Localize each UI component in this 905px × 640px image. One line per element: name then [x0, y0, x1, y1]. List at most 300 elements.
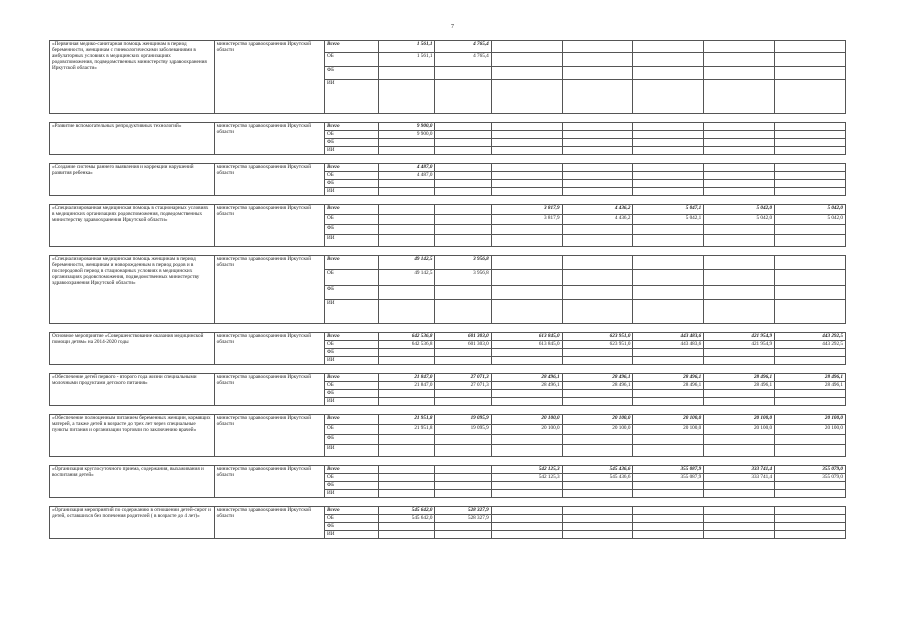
row-label-total: Всего	[325, 205, 379, 215]
row-label-ii: ИИ	[325, 357, 379, 365]
amount-cell: 613 845,0	[491, 333, 562, 341]
amount-cell	[562, 53, 633, 67]
program-gap	[50, 114, 846, 123]
program-description: «Обеспечение детей первого - второго года жизни специальными молочными продуктами детского питания»	[50, 374, 215, 406]
amount-cell	[435, 349, 491, 357]
amount-cell	[435, 225, 491, 235]
amount-cell	[775, 482, 846, 490]
amount-cell: 27 071,3	[435, 382, 491, 390]
program-row-total	[50, 205, 846, 215]
amount-cell	[435, 390, 491, 398]
amount-cell	[379, 482, 435, 490]
row-label-fb: ФБ	[325, 390, 379, 398]
amount-cell	[435, 215, 491, 225]
amount-cell	[491, 80, 562, 114]
program-row-total	[50, 374, 846, 382]
amount-cell: 5 042,0	[775, 205, 846, 215]
amount-cell	[775, 515, 846, 523]
amount-cell: 28 496,1	[491, 374, 562, 382]
amount-cell	[562, 147, 633, 155]
amount-cell	[379, 215, 435, 225]
row-label-total: Всего	[325, 256, 379, 270]
amount-cell	[633, 357, 704, 365]
amount-cell	[633, 180, 704, 188]
row-label-ii: ИИ	[325, 490, 379, 498]
amount-cell	[775, 41, 846, 53]
program-description: «Первичная медико-санитарная помощь женщинам в период беременности, женщинам с гинекологическими заболеваниями в амбулаторных условиях в медицинских организациях родовспоможения, подведомственных министерству здравоохранения Иркутской области»	[50, 41, 215, 114]
amount-cell: 21 847,0	[379, 382, 435, 390]
amount-cell	[435, 474, 491, 482]
amount-cell	[562, 225, 633, 235]
amount-cell: 21 847,0	[379, 374, 435, 382]
amount-cell	[775, 300, 846, 324]
row-label-fb: ФБ	[325, 225, 379, 235]
amount-cell: 4 436,2	[562, 205, 633, 215]
amount-cell	[379, 490, 435, 498]
row-label-total: Всего	[325, 466, 379, 474]
amount-cell	[704, 123, 775, 131]
amount-cell	[491, 53, 562, 67]
amount-cell	[704, 180, 775, 188]
amount-cell	[704, 131, 775, 139]
amount-cell	[633, 256, 704, 270]
amount-cell: 21 951,8	[379, 425, 435, 435]
program-gap	[50, 498, 846, 507]
amount-cell: 20 100,0	[775, 425, 846, 435]
amount-cell: 623 951,0	[562, 341, 633, 349]
amount-cell	[775, 390, 846, 398]
amount-cell	[491, 123, 562, 131]
amount-cell	[491, 515, 562, 523]
row-label-ii: ИИ	[325, 235, 379, 247]
amount-cell: 28 496,1	[775, 374, 846, 382]
amount-cell: 545 436,6	[562, 466, 633, 474]
row-label-total: Всего	[325, 333, 379, 341]
amount-cell: 623 951,0	[562, 333, 633, 341]
amount-cell	[775, 270, 846, 286]
amount-cell	[633, 131, 704, 139]
amount-cell	[704, 349, 775, 357]
amount-cell	[562, 123, 633, 131]
amount-cell	[435, 523, 491, 531]
program-description: «Развитие вспомогательных репродуктивных технологий»	[50, 123, 215, 155]
amount-cell: 3 956,8	[435, 256, 491, 270]
amount-cell	[562, 80, 633, 114]
program-row-total	[50, 41, 846, 53]
amount-cell	[562, 445, 633, 457]
amount-cell	[435, 180, 491, 188]
row-label-ob: ОБ	[325, 53, 379, 67]
amount-cell	[633, 225, 704, 235]
amount-cell: 28 496,1	[562, 382, 633, 390]
amount-cell	[775, 225, 846, 235]
amount-cell	[435, 67, 491, 80]
row-label-ii: ИИ	[325, 445, 379, 457]
amount-cell	[775, 80, 846, 114]
row-label-fb: ФБ	[325, 286, 379, 300]
program-description: «Обеспечение полноценным питанием беременных женщин, кормящих матерей, а также детей в возрасте до трех лет через специальные пункты питания и организации торговли по заключению врачей»	[50, 415, 215, 457]
amount-cell	[491, 188, 562, 196]
amount-cell	[633, 435, 704, 445]
amount-cell	[379, 147, 435, 155]
amount-cell	[435, 482, 491, 490]
amount-cell	[562, 482, 633, 490]
amount-cell: 642 536,8	[379, 333, 435, 341]
amount-cell	[775, 398, 846, 406]
program-description: «Организация мероприятий по содержанию в отношении детей-сирот и детей, оставшихся без попечения родителей ( в возрасте до 4 лет)»	[50, 507, 215, 539]
amount-cell	[562, 357, 633, 365]
amount-cell: 443 292,5	[775, 333, 846, 341]
amount-cell	[633, 349, 704, 357]
amount-cell	[435, 80, 491, 114]
amount-cell	[491, 349, 562, 357]
amount-cell	[562, 286, 633, 300]
row-label-ob: ОБ	[325, 515, 379, 523]
amount-cell	[491, 523, 562, 531]
amount-cell	[562, 507, 633, 515]
amount-cell	[633, 507, 704, 515]
amount-cell	[491, 482, 562, 490]
amount-cell	[562, 349, 633, 357]
amount-cell	[491, 270, 562, 286]
row-label-ii: ИИ	[325, 188, 379, 196]
amount-cell	[633, 482, 704, 490]
program-responsible: министерство здравоохранения Иркутской области	[214, 256, 324, 324]
amount-cell: 21 951,8	[379, 415, 435, 425]
program-gap	[50, 365, 846, 374]
amount-cell: 355 087,9	[633, 466, 704, 474]
program-responsible: министерство здравоохранения Иркутской области	[214, 374, 324, 406]
amount-cell	[435, 398, 491, 406]
amount-cell	[491, 256, 562, 270]
row-label-total: Всего	[325, 374, 379, 382]
amount-cell: 613 845,0	[491, 341, 562, 349]
program-responsible: министерство здравоохранения Иркутской области	[214, 205, 324, 247]
amount-cell: 5 042,0	[775, 215, 846, 225]
program-gap	[50, 324, 846, 333]
amount-cell	[704, 235, 775, 247]
amount-cell	[435, 147, 491, 155]
amount-cell: 4 436,2	[562, 215, 633, 225]
amount-cell: 642 536,8	[379, 341, 435, 349]
amount-cell: 5 042,1	[633, 215, 704, 225]
amount-cell	[633, 515, 704, 523]
amount-cell	[562, 172, 633, 180]
amount-cell: 601 303,0	[435, 341, 491, 349]
row-label-fb: ФБ	[325, 67, 379, 80]
amount-cell	[379, 435, 435, 445]
amount-cell	[435, 188, 491, 196]
amount-cell	[491, 131, 562, 139]
row-label-ob: ОБ	[325, 341, 379, 349]
amount-cell	[633, 147, 704, 155]
amount-cell	[775, 188, 846, 196]
amount-cell	[633, 398, 704, 406]
amount-cell: 601 303,0	[435, 333, 491, 341]
amount-cell: 9 900,0	[379, 131, 435, 139]
program-description: «Создание системы раннего выявления и коррекции нарушений развития ребенка»	[50, 164, 215, 196]
amount-cell: 4 487,0	[379, 164, 435, 172]
amount-cell: 20 100,0	[633, 415, 704, 425]
program-responsible: министерство здравоохранения Иркутской области	[214, 41, 324, 114]
amount-cell	[704, 41, 775, 53]
amount-cell	[379, 474, 435, 482]
amount-cell	[633, 523, 704, 531]
amount-cell: 20 100,0	[562, 415, 633, 425]
amount-cell	[704, 139, 775, 147]
amount-cell	[562, 300, 633, 324]
amount-cell	[379, 398, 435, 406]
amount-cell: 49 142,5	[379, 256, 435, 270]
amount-cell	[775, 139, 846, 147]
amount-cell	[491, 398, 562, 406]
amount-cell	[775, 235, 846, 247]
amount-cell	[775, 256, 846, 270]
amount-cell	[633, 390, 704, 398]
amount-cell	[704, 270, 775, 286]
amount-cell	[435, 235, 491, 247]
row-label-ob: ОБ	[325, 270, 379, 286]
amount-cell	[775, 180, 846, 188]
amount-cell	[562, 164, 633, 172]
amount-cell	[435, 164, 491, 172]
amount-cell	[704, 188, 775, 196]
amount-cell: 443 292,5	[775, 341, 846, 349]
amount-cell	[491, 435, 562, 445]
amount-cell	[775, 523, 846, 531]
amount-cell	[491, 286, 562, 300]
row-label-total: Всего	[325, 415, 379, 425]
amount-cell	[775, 349, 846, 357]
amount-cell	[704, 80, 775, 114]
amount-cell	[491, 139, 562, 147]
amount-cell	[562, 188, 633, 196]
program-description: «Специализированная медицинская помощь в стационарных условиях в медицинских организациях родовспоможения, подведомственных министерству здравоохранения Иркутской области»	[50, 205, 215, 247]
amount-cell	[633, 188, 704, 196]
amount-cell: 5 042,0	[704, 205, 775, 215]
amount-cell	[704, 67, 775, 80]
amount-cell	[633, 41, 704, 53]
amount-cell	[562, 523, 633, 531]
amount-cell: 443 483,6	[633, 333, 704, 341]
row-label-ob: ОБ	[325, 474, 379, 482]
amount-cell	[491, 445, 562, 457]
amount-cell	[633, 445, 704, 457]
amount-cell: 1 561,1	[379, 41, 435, 53]
amount-cell	[704, 482, 775, 490]
amount-cell	[704, 435, 775, 445]
amount-cell	[633, 531, 704, 539]
amount-cell	[775, 445, 846, 457]
program-row-total	[50, 164, 846, 172]
amount-cell	[379, 466, 435, 474]
amount-cell	[435, 286, 491, 300]
amount-cell	[633, 139, 704, 147]
amount-cell: 545 436,6	[562, 474, 633, 482]
amount-cell	[704, 147, 775, 155]
program-responsible: министерство здравоохранения Иркутской области	[214, 507, 324, 539]
amount-cell	[562, 390, 633, 398]
amount-cell	[704, 398, 775, 406]
amount-cell	[379, 349, 435, 357]
amount-cell	[379, 235, 435, 247]
amount-cell	[379, 445, 435, 457]
amount-cell	[491, 490, 562, 498]
program-gap	[50, 457, 846, 466]
amount-cell	[562, 398, 633, 406]
row-label-ii: ИИ	[325, 300, 379, 324]
amount-cell	[704, 531, 775, 539]
row-label-ob: ОБ	[325, 215, 379, 225]
amount-cell	[379, 300, 435, 324]
amount-cell	[491, 225, 562, 235]
row-label-fb: ФБ	[325, 435, 379, 445]
amount-cell: 355 079,0	[775, 466, 846, 474]
amount-cell: 20 100,0	[491, 425, 562, 435]
amount-cell	[435, 131, 491, 139]
amount-cell	[775, 131, 846, 139]
amount-cell	[704, 390, 775, 398]
amount-cell	[435, 490, 491, 498]
amount-cell	[775, 286, 846, 300]
amount-cell	[775, 67, 846, 80]
amount-cell	[562, 531, 633, 539]
amount-cell	[379, 523, 435, 531]
page-number: 7	[451, 24, 454, 30]
amount-cell	[491, 147, 562, 155]
amount-cell	[562, 235, 633, 247]
amount-cell	[379, 139, 435, 147]
amount-cell: 9 900,0	[379, 123, 435, 131]
amount-cell	[633, 80, 704, 114]
amount-cell	[491, 390, 562, 398]
amount-cell	[775, 490, 846, 498]
row-label-ob: ОБ	[325, 382, 379, 390]
amount-cell: 20 100,0	[491, 415, 562, 425]
amount-cell	[633, 286, 704, 300]
amount-cell	[704, 490, 775, 498]
amount-cell: 20 100,0	[704, 425, 775, 435]
amount-cell	[775, 435, 846, 445]
program-description: «Специализированная медицинская помощь женщинам в период беременности, женщинам и новорожденным в период родов и в послеродовой период в стационарных условиях в медицинских организациях родовспоможения, подведомственных министерству здравоохранения Иркутской области»	[50, 256, 215, 324]
amount-cell: 3 817,9	[491, 215, 562, 225]
amount-cell	[379, 357, 435, 365]
amount-cell	[704, 164, 775, 172]
amount-cell	[379, 531, 435, 539]
amount-cell: 20 100,0	[704, 415, 775, 425]
amount-cell	[562, 435, 633, 445]
amount-cell	[491, 164, 562, 172]
amount-cell	[775, 123, 846, 131]
amount-cell: 528 327,9	[435, 515, 491, 523]
amount-cell	[379, 205, 435, 215]
amount-cell	[435, 139, 491, 147]
row-label-ob: ОБ	[325, 172, 379, 180]
amount-cell	[775, 531, 846, 539]
amount-cell: 28 496,1	[491, 382, 562, 390]
amount-cell	[562, 490, 633, 498]
row-label-fb: ФБ	[325, 482, 379, 490]
amount-cell	[704, 172, 775, 180]
program-description: «Организация круглосуточного приема, содержания, выхаживания и воспитания детей»	[50, 466, 215, 498]
amount-cell	[435, 300, 491, 324]
amount-cell: 333 741,4	[704, 466, 775, 474]
row-label-ii: ИИ	[325, 147, 379, 155]
row-label-fb: ФБ	[325, 180, 379, 188]
row-label-ob: ОБ	[325, 131, 379, 139]
amount-cell	[704, 256, 775, 270]
amount-cell	[633, 164, 704, 172]
amount-cell: 20 100,0	[775, 415, 846, 425]
row-label-ii: ИИ	[325, 531, 379, 539]
program-row-total	[50, 415, 846, 425]
amount-cell	[633, 67, 704, 80]
row-label-ii: ИИ	[325, 398, 379, 406]
amount-cell: 355 087,9	[633, 474, 704, 482]
amount-cell	[379, 180, 435, 188]
amount-cell	[562, 256, 633, 270]
row-label-total: Всего	[325, 123, 379, 131]
amount-cell	[379, 286, 435, 300]
amount-cell	[562, 41, 633, 53]
amount-cell	[704, 300, 775, 324]
row-label-fb: ФБ	[325, 349, 379, 357]
program-responsible: министерство здравоохранения Иркутской области	[214, 123, 324, 155]
program-responsible: министерство здравоохранения Иркутской области	[214, 164, 324, 196]
amount-cell: 20 100,0	[562, 425, 633, 435]
amount-cell: 421 954,9	[704, 333, 775, 341]
row-label-ob: ОБ	[325, 425, 379, 435]
program-row-total	[50, 466, 846, 474]
amount-cell: 27 071,3	[435, 374, 491, 382]
amount-cell	[435, 531, 491, 539]
amount-cell: 4 487,0	[379, 172, 435, 180]
amount-cell	[379, 80, 435, 114]
amount-cell	[562, 131, 633, 139]
amount-cell: 545 642,0	[379, 515, 435, 523]
amount-cell: 5 047,1	[633, 205, 704, 215]
program-gap	[50, 247, 846, 256]
amount-cell	[633, 123, 704, 131]
amount-cell: 4 765,4	[435, 53, 491, 67]
amount-cell	[775, 357, 846, 365]
program-responsible: министерство здравоохранения Иркутской области	[214, 333, 324, 365]
amount-cell	[704, 523, 775, 531]
program-gap	[50, 196, 846, 205]
amount-cell: 545 642,0	[379, 507, 435, 515]
amount-cell: 542 125,3	[491, 474, 562, 482]
amount-cell: 3 956,8	[435, 270, 491, 286]
amount-cell	[704, 357, 775, 365]
amount-cell	[435, 357, 491, 365]
amount-cell: 28 496,1	[704, 382, 775, 390]
amount-cell: 443 483,6	[633, 341, 704, 349]
amount-cell	[704, 286, 775, 300]
amount-cell: 5 042,0	[704, 215, 775, 225]
amount-cell	[633, 270, 704, 286]
amount-cell	[704, 515, 775, 523]
amount-cell: 28 496,1	[704, 374, 775, 382]
amount-cell: 3 817,9	[491, 205, 562, 215]
amount-cell: 28 496,1	[562, 374, 633, 382]
amount-cell: 4 765,4	[435, 41, 491, 53]
program-gap	[50, 406, 846, 415]
amount-cell: 528 327,9	[435, 507, 491, 515]
program-row-total	[50, 123, 846, 131]
amount-cell	[491, 531, 562, 539]
program-gap	[50, 155, 846, 164]
amount-cell	[435, 172, 491, 180]
